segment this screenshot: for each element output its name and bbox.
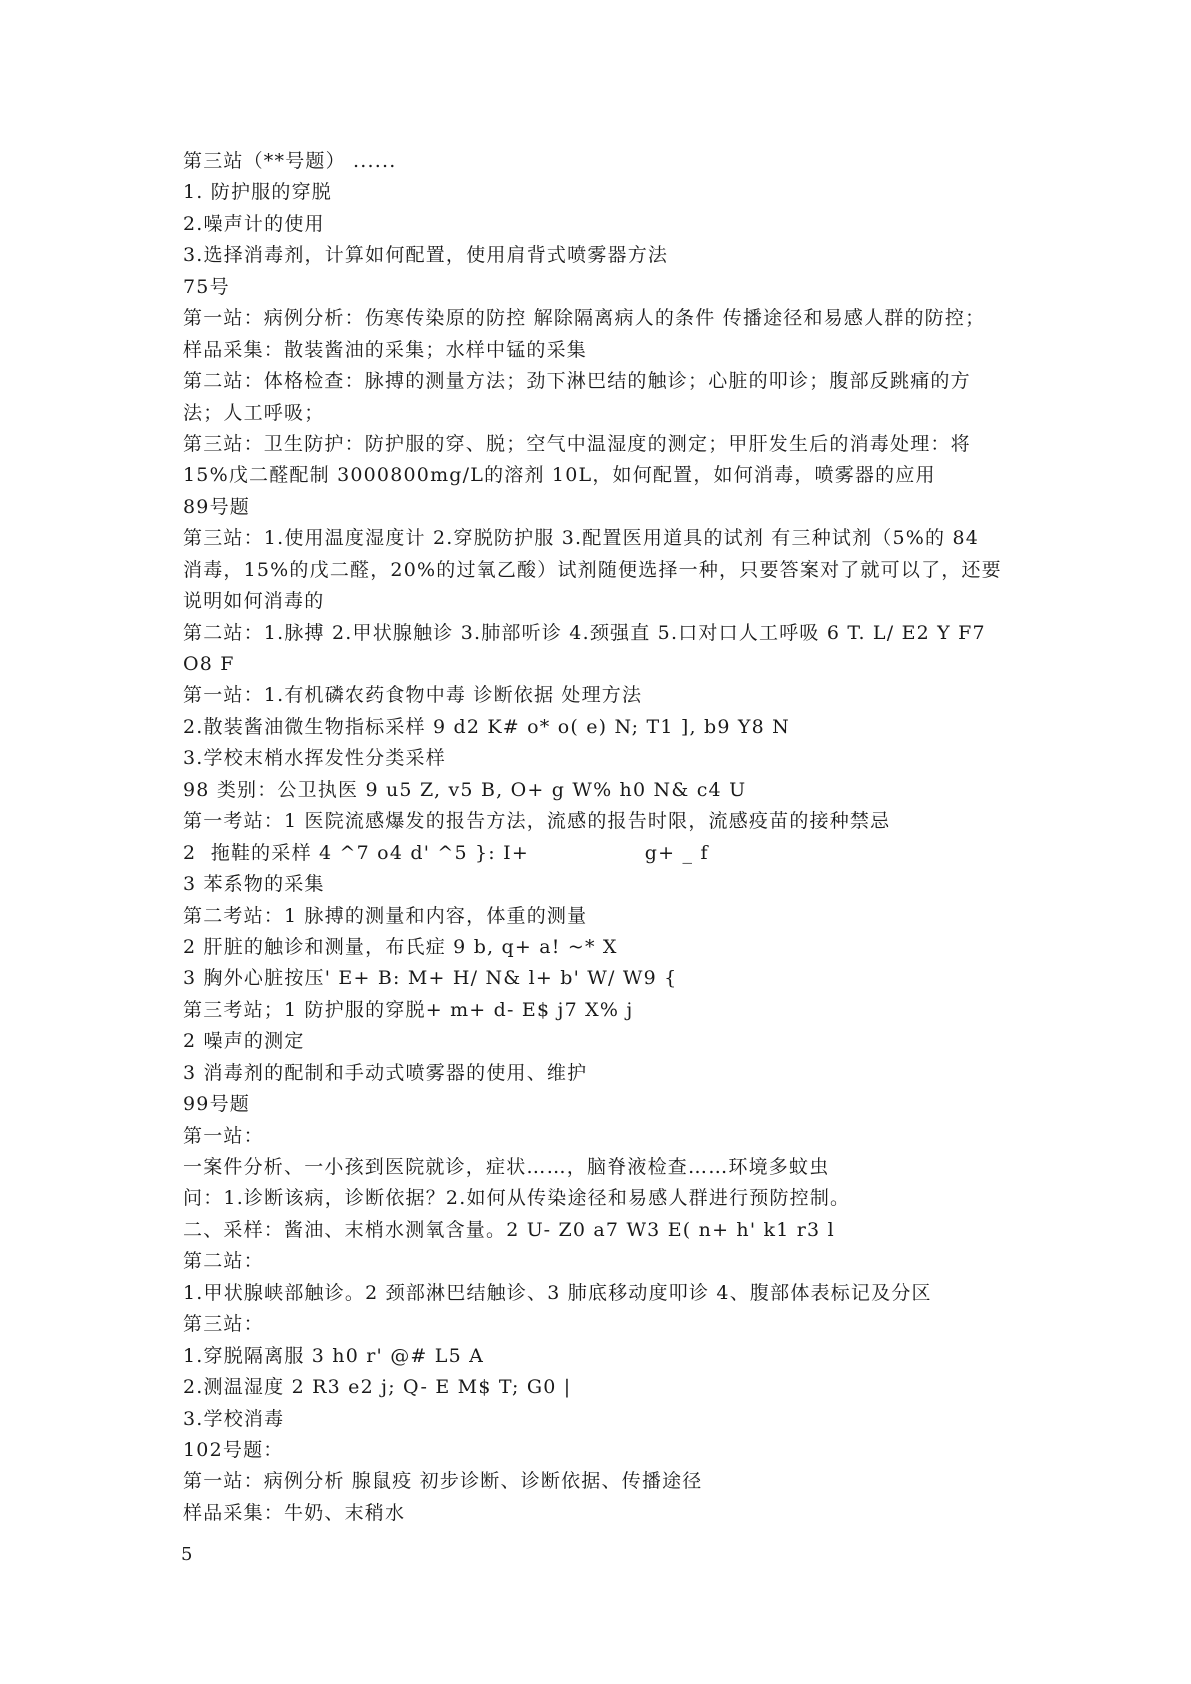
text-line: 2 肝脏的触诊和测量，布氏症 9 b, q+ a! ~* X bbox=[183, 935, 618, 958]
text-line: 说明如何消毒的 bbox=[183, 590, 325, 613]
section-heading: 99号题 bbox=[183, 1093, 250, 1116]
text-line: 2 拖鞋的采样 4 ^7 o4 d' ^5 }: I+ g+ _ f bbox=[183, 841, 709, 864]
text-line: 第三站：1.使用温度湿度计 2.穿脱防护服 3.配置医用道具的试剂 有三种试剂（5%的 84 bbox=[183, 527, 980, 550]
text-line: 第三站（**号题） ...... bbox=[183, 150, 397, 172]
text-line: 1. 防护服的穿脱 bbox=[183, 181, 332, 204]
text-line: 3 消毒剂的配制和手动式喷雾器的使用、维护 bbox=[183, 1061, 588, 1084]
section-heading: 102号题： bbox=[183, 1438, 284, 1461]
text-line: 3 苯系物的采集 bbox=[183, 873, 325, 896]
text-line: 2 噪声的测定 bbox=[183, 1030, 305, 1053]
text-line: 第一站：病例分析：伤寒传染原的防控 解除隔离病人的条件 传播途径和易感人群的防控； bbox=[183, 307, 986, 330]
text-line: 3 胸外心脏按压' E+ B: M+ H/ N& l+ b' W/ W9 { bbox=[183, 967, 678, 990]
text-line: 第二考站：1 脉搏的测量和内容，体重的测量 bbox=[183, 904, 588, 927]
text-line: 问：1.诊断该病，诊断依据？2.如何从传染途径和易感人群进行预防控制。 bbox=[183, 1187, 851, 1210]
section-heading: 89号题 bbox=[183, 495, 250, 518]
section-heading: 98 类别：公卫执医 9 u5 Z, v5 B, O+ g W% h0 N& c4 U bbox=[183, 778, 747, 801]
text-line: 第一站：病例分析 腺鼠疫 初步诊断、诊断依据、传播途径 bbox=[183, 1470, 703, 1493]
text-line: 样品采集：散装酱油的采集；水样中锰的采集 bbox=[183, 338, 588, 361]
section-heading: 75号 bbox=[183, 275, 230, 298]
text-line: 1.甲状腺峡部触诊。2 颈部淋巴结触诊、3 肺底移动度叩诊 4、腹部体表标记及分区 bbox=[183, 1281, 932, 1304]
text-line: 第一考站：1 医院流感爆发的报告方法，流感的报告时限，流感疫苗的接种禁忌 bbox=[183, 810, 891, 833]
text-line: 第三站： bbox=[183, 1313, 264, 1336]
text-line: 二、采样：酱油、末梢水测氧含量。2 U- Z0 a7 W3 E( n+ h' k1 r3 l bbox=[183, 1218, 835, 1241]
text-line: O8 F bbox=[183, 653, 235, 675]
text-line: 1.穿脱隔离服 3 h0 r' @# L5 A bbox=[183, 1344, 485, 1367]
text-line: 15%戊二醛配制 3000800mg/L的溶剂 10L，如何配置，如何消毒，喷雾器的应用 bbox=[183, 464, 936, 487]
text-line: 第三考站；1 防护服的穿脱+ m+ d- E$ j7 X% j bbox=[183, 998, 634, 1021]
text-line: 第一站： bbox=[183, 1124, 264, 1147]
text-line: 第二站： bbox=[183, 1250, 264, 1273]
text-line: 3.学校消毒 bbox=[183, 1407, 285, 1430]
text-line: 第一站：1.有机磷农药食物中毒 诊断依据 处理方法 bbox=[183, 684, 643, 707]
text-line: 法；人工呼吸； bbox=[183, 401, 325, 424]
text-line: 第二站：体格检查：脉搏的测量方法；劲下淋巴结的触诊；心脏的叩诊；腹部反跳痛的方 bbox=[183, 370, 971, 393]
text-line: 3.学校末梢水挥发性分类采样 bbox=[183, 747, 446, 770]
text-line: 2.散装酱油微生物指标采样 9 d2 K# o* o( e) N; T1 ], b9 Y8 N bbox=[183, 715, 790, 738]
document-body bbox=[183, 146, 1043, 1529]
text-line: 3.选择消毒剂，计算如何配置，使用肩背式喷雾器方法 bbox=[183, 244, 669, 267]
text-line: 第二站：1.脉搏 2.甲状腺触诊 3.肺部听诊 4.颈强直 5.口对口人工呼吸 6 T. L/ E2 Y F7 bbox=[183, 621, 986, 644]
text-line: 第三站：卫生防护：防护服的穿、脱；空气中温湿度的测定；甲肝发生后的消毒处理：将 bbox=[183, 432, 971, 455]
text-line: 样品采集：牛奶、末稍水 bbox=[183, 1501, 406, 1524]
text-line: 一案件分析、一小孩到医院就诊，症状……，脑脊液检查……环境多蚊虫 bbox=[183, 1156, 830, 1178]
page-number: 5 bbox=[181, 1544, 193, 1565]
text-line: 2.测温湿度 2 R3 e2 j; Q- E M$ T; G0 | bbox=[183, 1376, 572, 1399]
text-line: 2.噪声计的使用 bbox=[183, 212, 325, 235]
text-line: 消毒，15%的戊二醛，20%的过氧乙酸）试剂随便选择一种，只要答案对了就可以了，还要 bbox=[183, 558, 1002, 581]
